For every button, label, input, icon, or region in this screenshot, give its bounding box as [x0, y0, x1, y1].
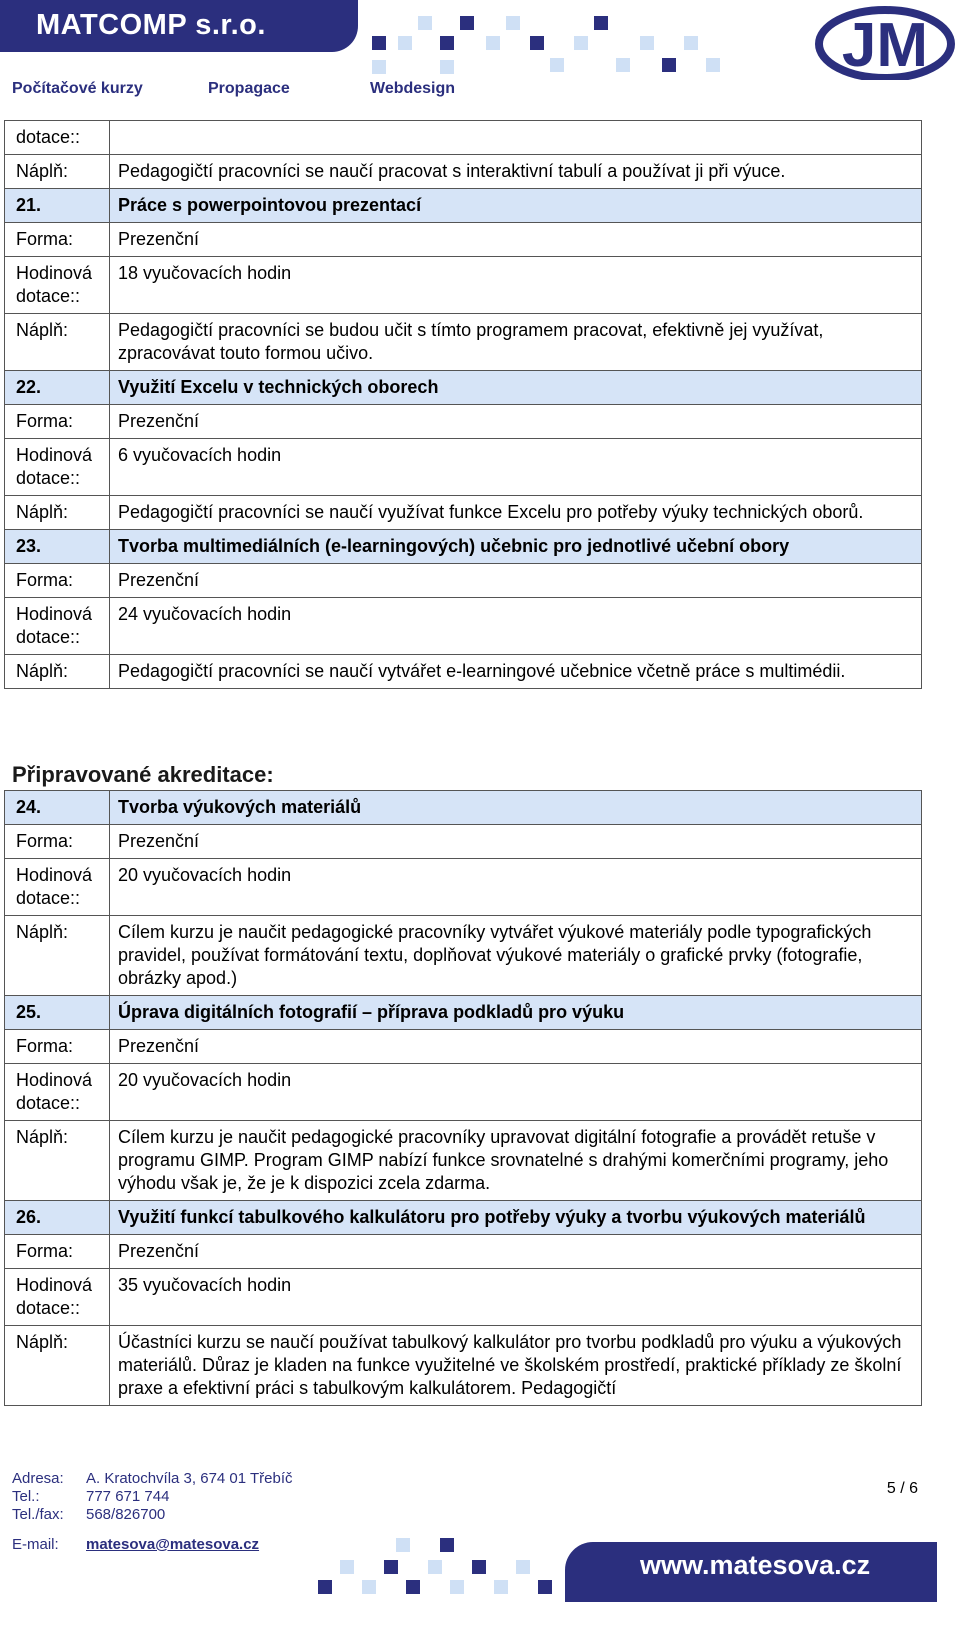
field-label: Náplň:: [5, 916, 110, 996]
company-name: MATCOMP s.r.o.: [36, 9, 266, 41]
course-field-row: [5, 314, 922, 371]
field-label: Náplň:: [5, 155, 110, 189]
nav-item-promotion[interactable]: Propagace: [208, 80, 290, 97]
field-label: dotace::: [5, 121, 110, 155]
field-value: 20 vyučovacích hodin: [110, 859, 922, 916]
course-header-row: [5, 791, 922, 825]
field-value: Pedagogičtí pracovníci se naučí vytvářet e-learningové učebnice včetně práce s multimédii.: [110, 655, 922, 689]
course-number: 25.: [5, 996, 110, 1030]
course-field-row: [5, 1269, 922, 1326]
tel-label: Tel.:: [12, 1488, 40, 1505]
field-value: Cílem kurzu je naučit pedagogické pracovníky vytvářet výukové materiály podle typografických pravidel, používat formátování textu, doplňovat výukové materiály o grafické prvky (fotografie, obrázky apod.): [110, 916, 922, 996]
address-value: A. Kratochvíla 3, 674 01 Třebíč: [86, 1470, 293, 1487]
field-value: Cílem kurzu je naučit pedagogické pracovníky upravovat digitální fotografie a provádět retuše v programu GIMP. Program GIMP nabízí funkce srovnatelné s drahými komerčními programy, jeho výhodu však je, že je k dispozici zcela zdarma.: [110, 1121, 922, 1201]
telfax-label: Tel./fax:: [12, 1506, 64, 1523]
course-field-row: [5, 1326, 922, 1406]
email-label: E-mail:: [12, 1536, 59, 1553]
course-field-row: [5, 257, 922, 314]
course-field-row: [5, 859, 922, 916]
field-label: Forma:: [5, 1030, 110, 1064]
field-label: Náplň:: [5, 496, 110, 530]
website-link[interactable]: www.matesova.cz: [640, 1550, 871, 1580]
field-value: Účastníci kurzu se naučí používat tabulkový kalkulátor pro tvorbu podkladů pro výuku a výukových materiálů. Důraz je kladen na funkce využitelné ve školském prostředí, praktické příklady ze školní praxe a efektivní práci s tabulkovým kalkulátorem. Pedagogičtí: [110, 1326, 922, 1406]
field-value: [110, 121, 922, 155]
section-title: Připravované akreditace:: [12, 762, 274, 787]
course-title: Tvorba výukových materiálů: [110, 791, 922, 825]
course-field-row: [5, 405, 922, 439]
course-field-row: [5, 825, 922, 859]
course-field-row: [5, 655, 922, 689]
nav-item-courses[interactable]: Počítačové kurzy: [12, 80, 143, 97]
course-header-row: [5, 996, 922, 1030]
course-table-accredited: [4, 120, 922, 689]
course-header-row: [5, 530, 922, 564]
field-value: 20 vyučovacích hodin: [110, 1064, 922, 1121]
field-value: Prezenční: [110, 405, 922, 439]
course-field-row: [5, 1235, 922, 1269]
svg-text:JM: JM: [841, 11, 929, 80]
course-number: 21.: [5, 189, 110, 223]
brand-banner: [0, 0, 358, 52]
course-field-row: [5, 439, 922, 496]
course-title: Využití funkcí tabulkového kalkulátoru pro potřeby výuky a tvorbu výukových materiálů: [110, 1201, 922, 1235]
field-label: Forma:: [5, 825, 110, 859]
course-field-row: [5, 1121, 922, 1201]
course-field-row: [5, 121, 922, 155]
field-value: Prezenční: [110, 1030, 922, 1064]
field-value: Prezenční: [110, 223, 922, 257]
course-header-row: [5, 1201, 922, 1235]
course-number: 23.: [5, 530, 110, 564]
field-value: 35 vyučovacích hodin: [110, 1269, 922, 1326]
field-label: Hodinová dotace::: [5, 1064, 110, 1121]
course-title: Využití Excelu v technických oborech: [110, 371, 922, 405]
nav-item-webdesign[interactable]: Webdesign: [370, 80, 456, 97]
page-header: [0, 0, 960, 110]
course-field-row: [5, 564, 922, 598]
course-field-row: [5, 916, 922, 996]
field-value: Prezenční: [110, 825, 922, 859]
field-value: Prezenční: [110, 1235, 922, 1269]
course-field-row: [5, 496, 922, 530]
field-label: Hodinová dotace::: [5, 257, 110, 314]
course-number: 26.: [5, 1201, 110, 1235]
field-label: Forma:: [5, 564, 110, 598]
field-label: Hodinová dotace::: [5, 1269, 110, 1326]
field-value: 18 vyučovacích hodin: [110, 257, 922, 314]
tel-value: 777 671 744: [86, 1488, 170, 1505]
course-field-row: [5, 1030, 922, 1064]
email-link[interactable]: matesova@matesova.cz: [86, 1536, 260, 1553]
field-label: Hodinová dotace::: [5, 598, 110, 655]
address-label: Adresa:: [12, 1470, 64, 1487]
course-number: 22.: [5, 371, 110, 405]
course-number: 24.: [5, 791, 110, 825]
course-field-row: [5, 223, 922, 257]
field-label: Náplň:: [5, 655, 110, 689]
field-value: 24 vyučovacích hodin: [110, 598, 922, 655]
course-field-row: [5, 1064, 922, 1121]
field-label: Hodinová dotace::: [5, 439, 110, 496]
field-label: Hodinová dotace::: [5, 859, 110, 916]
course-header-row: [5, 189, 922, 223]
field-value: Pedagogičtí pracovníci se naučí pracovat s interaktivní tabulí a používat ji při výuce.: [110, 155, 922, 189]
telfax-value: 568/826700: [86, 1506, 166, 1523]
course-table-planned: [4, 790, 922, 1406]
field-value: Pedagogičtí pracovníci se budou učit s tímto programem pracovat, efektivně jej využívat, zpracovávat touto formou učivo.: [110, 314, 922, 371]
field-value: Pedagogičtí pracovníci se naučí využívat funkce Excelu pro potřeby výuky technických oborů.: [110, 496, 922, 530]
jm-logo: [815, 4, 955, 80]
field-value: Prezenční: [110, 564, 922, 598]
field-label: Náplň:: [5, 314, 110, 371]
field-label: Forma:: [5, 223, 110, 257]
course-title: Tvorba multimediálních (e-learningových) učebnic pro jednotlivé učební obory: [110, 530, 922, 564]
course-field-row: [5, 155, 922, 189]
field-label: Náplň:: [5, 1326, 110, 1406]
field-label: Náplň:: [5, 1121, 110, 1201]
course-field-row: [5, 598, 922, 655]
course-header-row: [5, 371, 922, 405]
course-title: Úprava digitálních fotografií – příprava podkladů pro výuku: [110, 996, 922, 1030]
page-number: 5 / 6: [886, 1480, 918, 1497]
field-label: Forma:: [5, 1235, 110, 1269]
course-title: Práce s powerpointovou prezentací: [110, 189, 922, 223]
field-value: 6 vyučovacích hodin: [110, 439, 922, 496]
field-label: Forma:: [5, 405, 110, 439]
